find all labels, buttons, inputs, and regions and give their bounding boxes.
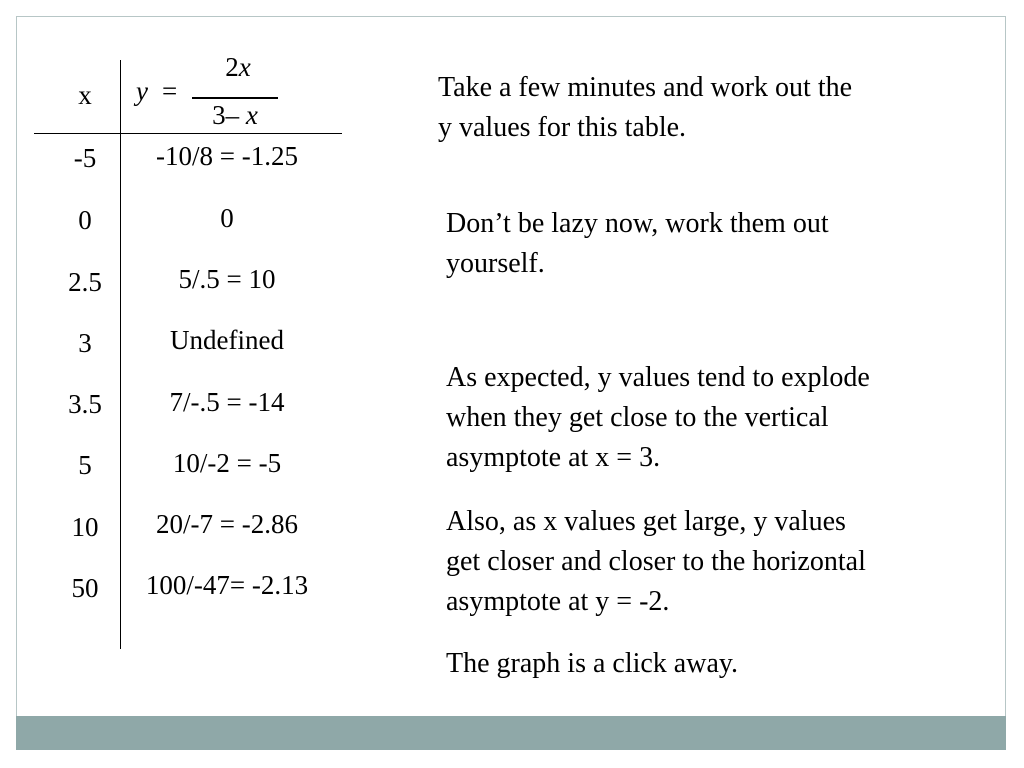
y-value-row-7: 20/-7 = -2.86 xyxy=(156,509,298,539)
x-value-row-7: 10 xyxy=(71,512,99,542)
large-line-2: get closer and closer to the horizontal xyxy=(446,546,866,577)
x-value-row-4: 3 xyxy=(78,328,92,358)
explode-line-2: when they get close to the vertical xyxy=(446,402,829,433)
x-value-row-1: -5 xyxy=(73,143,97,173)
footer-bar xyxy=(16,716,1006,750)
fraction-bar xyxy=(192,97,278,99)
lazy-line-1: Don’t be lazy now, work them out xyxy=(446,208,829,239)
numerator-var: x xyxy=(238,52,251,82)
x-value-row-8: 50 xyxy=(71,573,99,603)
y-value-row-4: Undefined xyxy=(170,325,284,355)
lazy-paragraph xyxy=(446,204,829,284)
large-line-3: asymptote at y = -2. xyxy=(446,586,670,617)
formula-lhs: y xyxy=(136,76,148,106)
intro-line-1: Take a few minutes and work out the xyxy=(438,72,853,103)
table-vertical-divider xyxy=(120,60,121,649)
x-column-header: x xyxy=(78,80,92,110)
graph-note: The graph is a click away. xyxy=(446,648,739,679)
y-value-row-3: 5/.5 = 10 xyxy=(178,264,276,294)
explode-line-3: asymptote at x = 3. xyxy=(446,442,661,473)
denominator-const: 3 xyxy=(212,100,226,130)
x-value-row-3: 2.5 xyxy=(68,267,102,297)
large-x-paragraph xyxy=(446,502,866,622)
y-value-row-6: 10/-2 = -5 xyxy=(172,448,282,478)
formula-denominator xyxy=(192,100,278,131)
explode-paragraph xyxy=(446,358,870,478)
x-value-row-6: 5 xyxy=(78,450,92,480)
x-value-row-5: 3.5 xyxy=(68,389,102,419)
y-value-row-2: 0 xyxy=(220,203,234,233)
denominator-op: – xyxy=(225,100,240,130)
denominator-var: x xyxy=(245,100,258,130)
formula-equals: = xyxy=(162,76,178,106)
y-value-row-1: -10/8 = -1.25 xyxy=(156,141,298,171)
explode-line-1: As expected, y values tend to explode xyxy=(446,362,870,393)
intro-paragraph xyxy=(438,68,852,148)
y-formula-header xyxy=(136,48,276,138)
intro-line-2: y values for this table. xyxy=(438,112,687,143)
numerator-coef: 2 xyxy=(225,52,239,82)
formula-numerator xyxy=(208,52,268,83)
y-value-row-5: 7/-.5 = -14 xyxy=(169,387,285,417)
x-value-row-2: 0 xyxy=(78,205,92,235)
y-value-row-8: 100/-47= -2.13 xyxy=(145,570,309,600)
large-line-1: Also, as x values get large, y values xyxy=(446,506,846,537)
lazy-line-2: yourself. xyxy=(446,248,545,279)
